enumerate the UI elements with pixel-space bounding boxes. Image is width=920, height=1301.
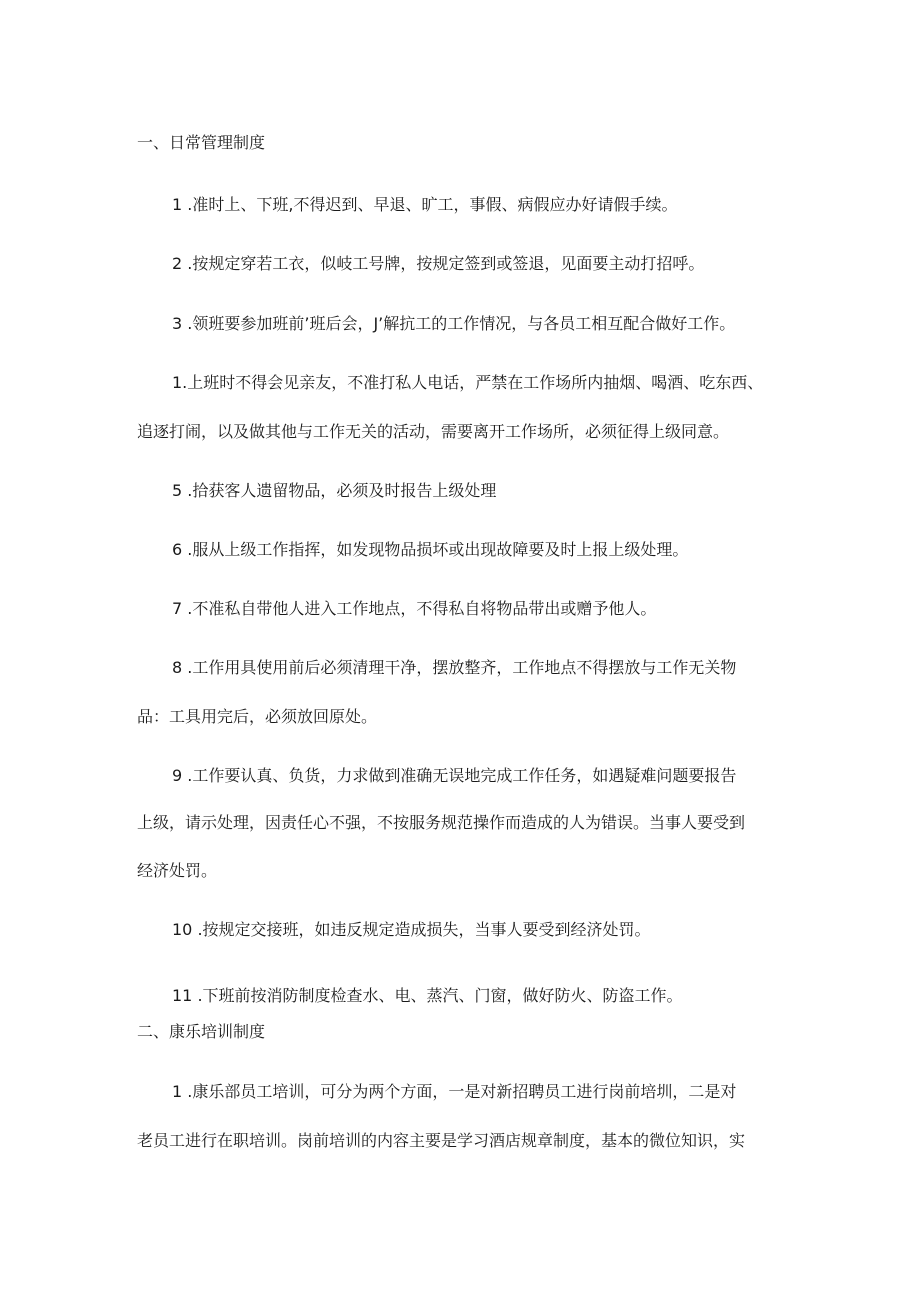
training-item-1-line-1: 1 .康乐部员工培训，可分为两个方面，一是对新招聘员工进行岗前培圳，二是对 xyxy=(172,1082,737,1101)
rule-item-9-line-1: 9 .工作要认真、负货，力求做到准确无误地完成工作任务，如遇疑难问题要报告 xyxy=(172,766,737,785)
rule-item-2: 2 .按规定穿若工衣，似岐工号牌，按规定签到或签退，见面要主动打招呼。 xyxy=(172,254,705,273)
rule-item-4-line-2: 追逐打闹，以及做其他与工作无关的活动，需要离开工作场所，必须征得上级同意。 xyxy=(137,422,730,441)
rule-item-10: 10 .按规定交接班，如违反规定造成损失，当事人要受到经济处罚。 xyxy=(172,920,651,939)
section-heading-recreation-training: 二、康乐培训制度 xyxy=(137,1022,266,1041)
rule-item-7: 7 .不准私自带他人进入工作地点，不得私自将物品带出或赠予他人。 xyxy=(172,599,657,618)
rule-item-9-line-3: 经济处罚。 xyxy=(137,861,218,880)
rule-item-6: 6 .服从上级工作指挥，如发现物品损坏或出现故障要及时上报上级处理。 xyxy=(172,540,689,559)
rule-item-11: 11 .下班前按消防制度检查水、电、蒸汽、门窗，做好防火、防盗工作。 xyxy=(172,986,683,1005)
rule-item-4-line-1: 1.上班时不得会见亲友，不准打私人电话，严禁在工作场所内抽烟、喝酒、吃东西、 xyxy=(172,373,764,392)
rule-item-1: 1 .准时上、下班,不得迟到、早退、旷工，事假、病假应办好请假手续。 xyxy=(172,195,678,214)
rule-item-8-line-1: 8 .工作用具使用前后必须清理干净，摆放整齐，工作地点不得摆放与工作无关物 xyxy=(172,658,737,677)
rule-item-5: 5 .拾获客人遗留物品，必须及时报告上级处理 xyxy=(172,481,497,500)
rule-item-9-line-2: 上级，请示处理，因责任心不强，不按服务规范操作而造成的人为错误。当事人要受到 xyxy=(137,813,746,832)
training-item-1-line-2: 老员工进行在职培训。岗前培训的内容主要是学习酒店规章制度，基本的微位知识，实 xyxy=(137,1131,746,1150)
rule-item-3: 3 .领班要参加班前’班后会，J’解抗工的工作情况，与各员工相互配合做好工作。 xyxy=(172,314,736,333)
section-heading-daily-management: 一、日常管理制度 xyxy=(137,133,266,152)
rule-item-8-line-2: 品：工具用完后，必须放回原处。 xyxy=(137,707,378,726)
